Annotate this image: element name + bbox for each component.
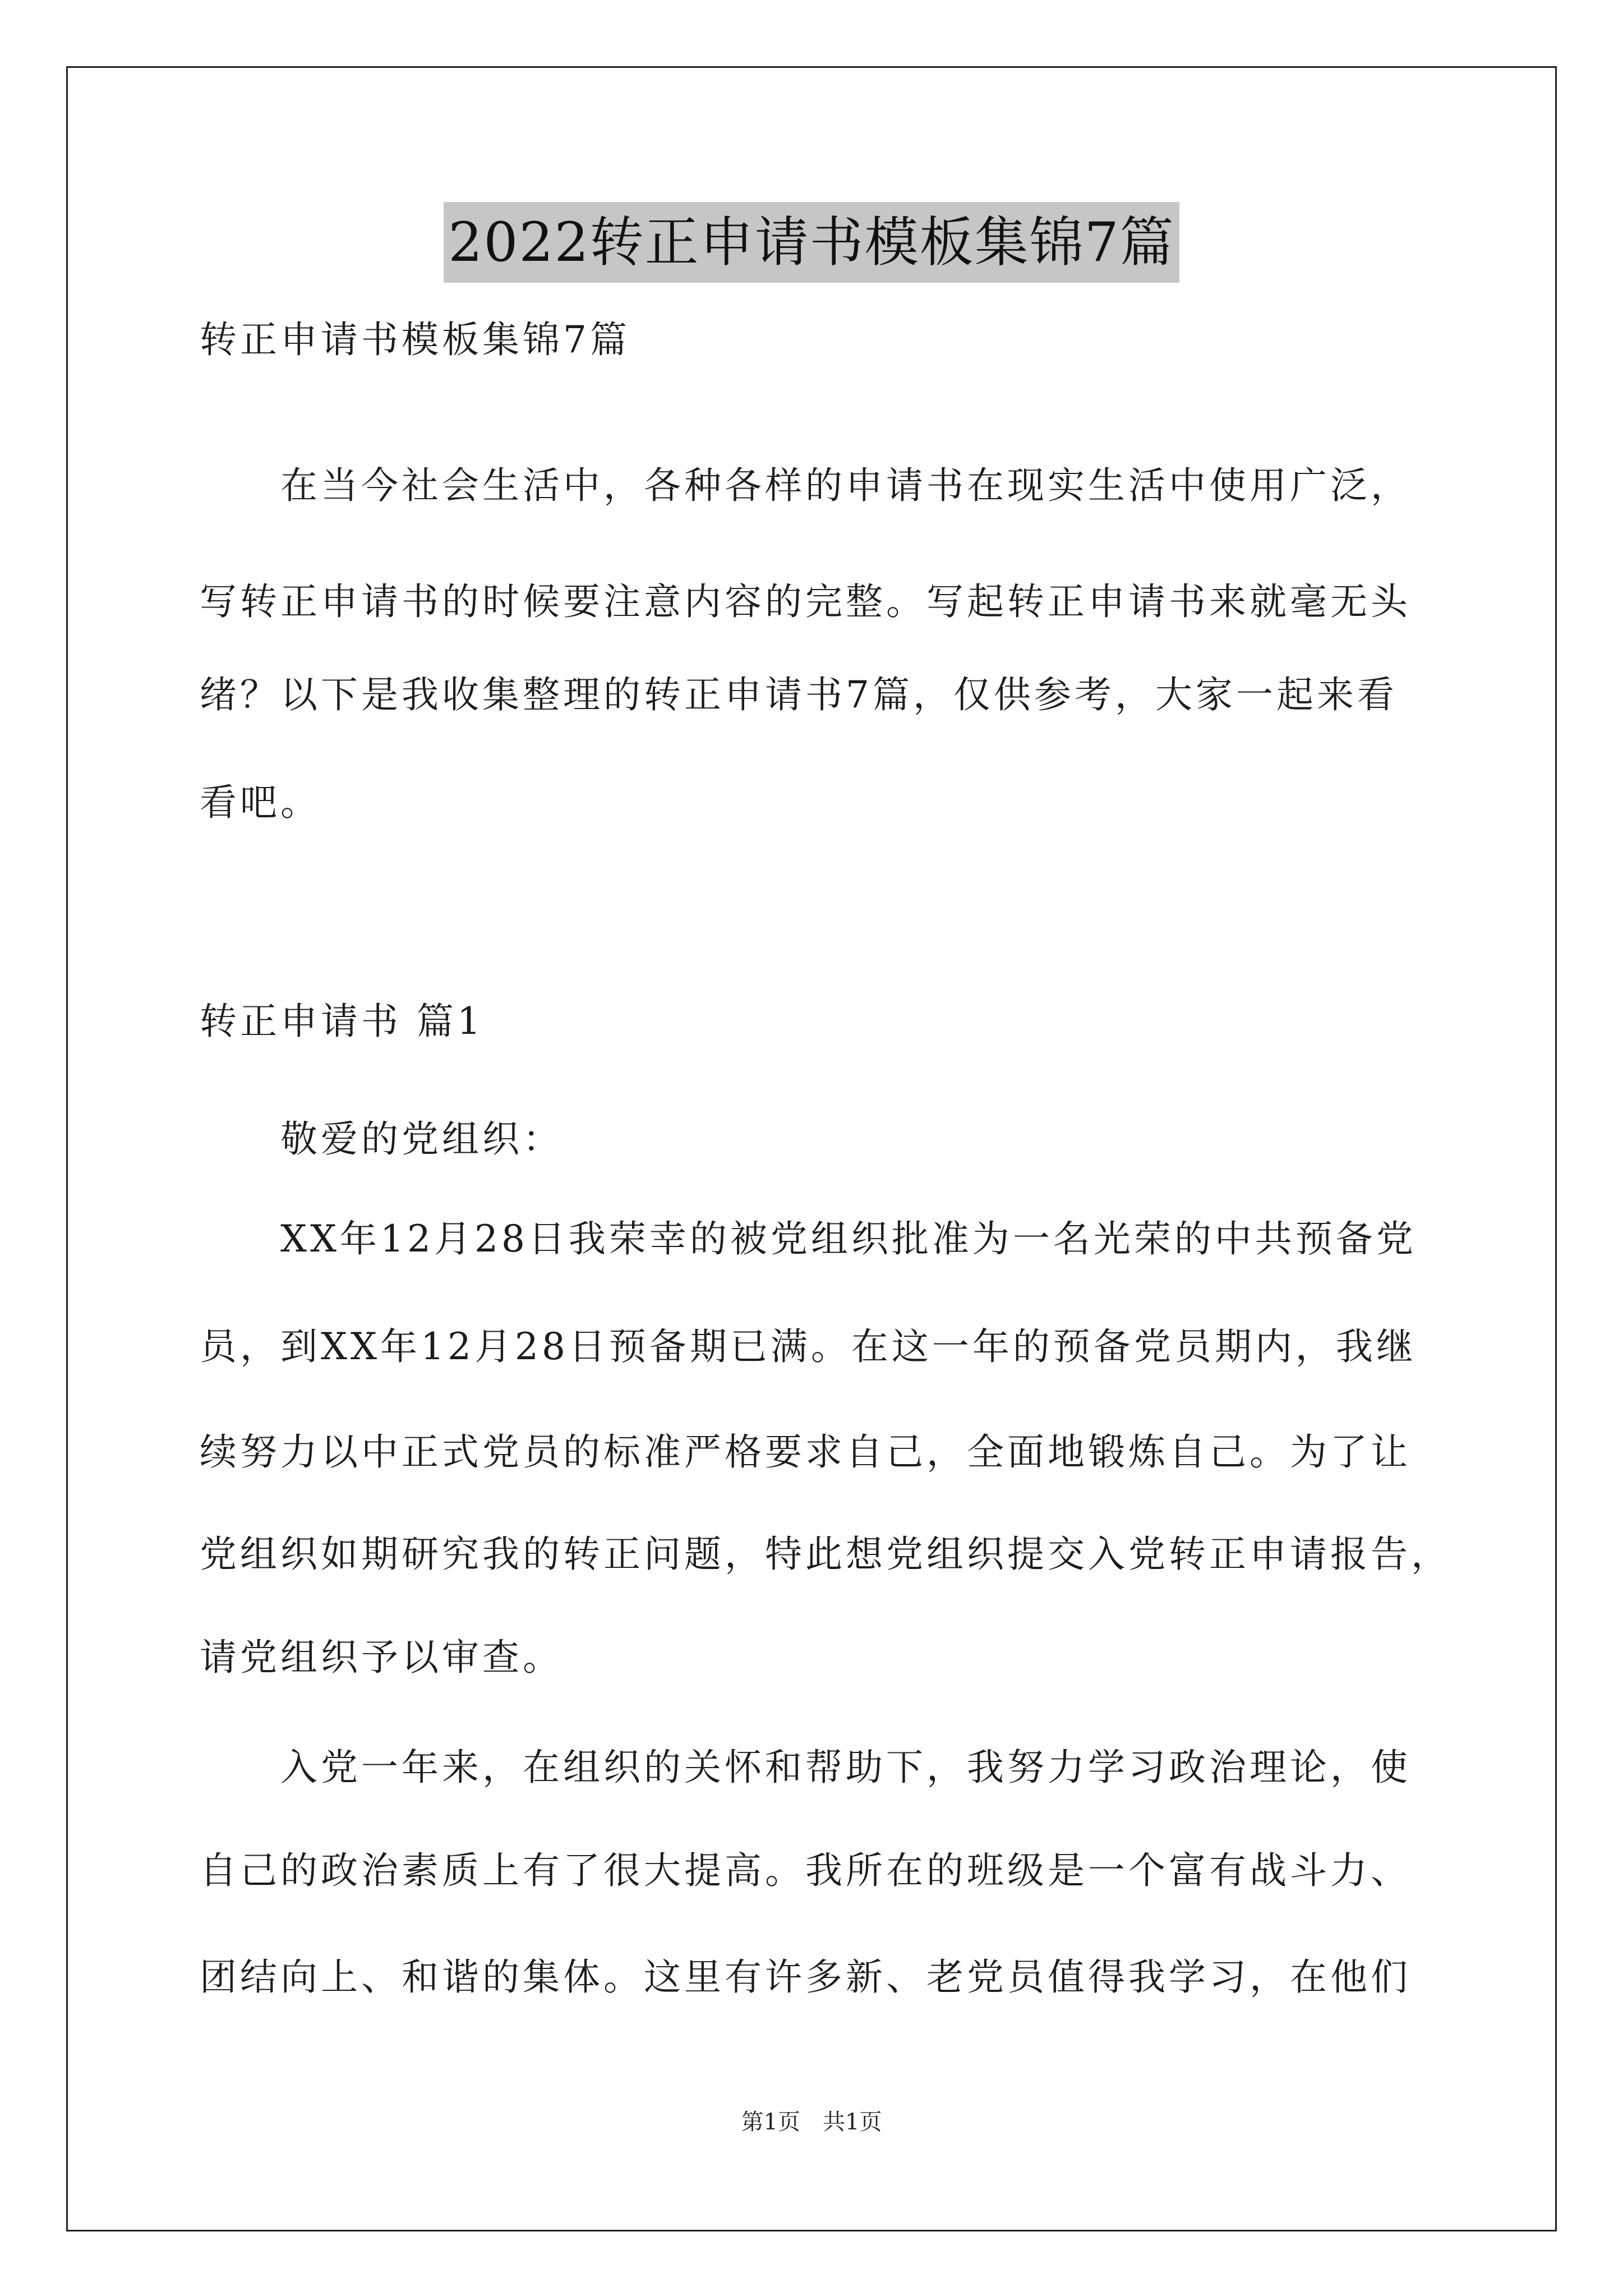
salutation-line: 敬爱的党组织： xyxy=(200,1117,563,1161)
subtitle-line: 转正申请书模板集锦7篇 xyxy=(200,318,630,361)
paragraph-line: 自己的政治素质上有了很大提高。我所在的班级是一个富有战斗力、 xyxy=(200,1849,1411,1892)
paragraph-line: 请党组织予以审查。 xyxy=(200,1636,563,1679)
paragraph-line: 团结向上、和谐的集体。这里有许多新、老党员值得我学习，在他们 xyxy=(200,1955,1411,1999)
paragraph-line: 绪？以下是我收集整理的转正申请书7篇，仅供参考，大家一起来看 xyxy=(200,673,1398,716)
page-footer xyxy=(0,2108,1623,2136)
paragraph-line: 在当今社会生活中，各种各样的申请书在现实生活中使用广泛， xyxy=(200,464,1411,507)
paragraph-line: XX年12月28日我荣幸的被党组织批准为一名光荣的中共预备党 xyxy=(200,1217,1417,1260)
paragraph-line: 党组织如期研究我的转正问题，特此想党组织提交入党转正申请报告， xyxy=(200,1533,1451,1576)
paragraph-line: 看吧。 xyxy=(200,781,321,824)
document-title: 2022转正申请书模板集锦7篇 xyxy=(444,202,1179,283)
page-total: 共1页 xyxy=(823,2109,882,2135)
paragraph-line: 员，到XX年12月28日预备期已满。在这一年的预备党员期内，我继 xyxy=(200,1325,1417,1368)
paragraph-line: 入党一年来，在组织的关怀和帮助下，我努力学习政治理论，使 xyxy=(200,1746,1411,1789)
page-number: 第1页 xyxy=(741,2109,800,2135)
paragraph-line: 续努力以中正式党员的标准严格要求自己，全面地锻炼自己。为了让 xyxy=(200,1430,1411,1474)
title-wrap xyxy=(0,202,1623,283)
paragraph-line: 写转正申请书的时候要注意内容的完整。写起转正申请书来就毫无头 xyxy=(200,580,1411,623)
section-heading: 转正申请书 篇1 xyxy=(200,1000,484,1043)
